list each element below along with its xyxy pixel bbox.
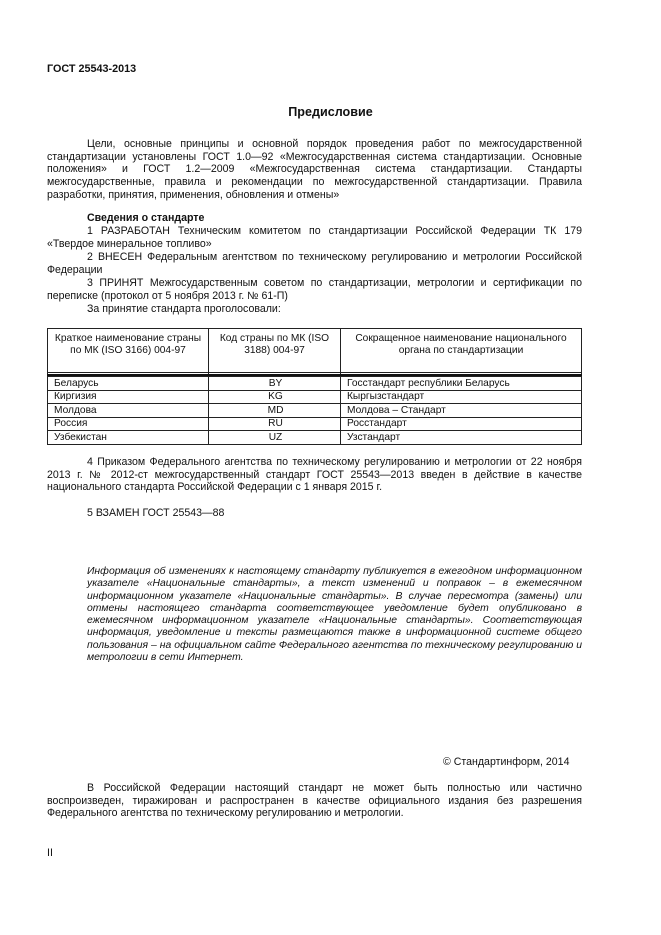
info-item-2: 2 ВНЕСЕН Федеральным агентством по техническому регулированию и метрологии Российской Федерации bbox=[47, 251, 582, 276]
info-item-4: 4 Приказом Федерального агентства по техническому регулированию и метрологии от 22 ноября 2013 г. № 2012-ст межгосударственный стандарт ГОСТ 25543—2013 введен в действие в качестве национального стандарта Российской Федерации с 1 января 2015 г. bbox=[47, 456, 582, 494]
cell-body: Госстандарт республики Беларусь bbox=[341, 377, 582, 391]
member-countries-table bbox=[47, 328, 582, 445]
cell-country: Узбекистан bbox=[48, 431, 209, 445]
header-country: Краткое наименование страны по МК (ISO 3166) 004-97 bbox=[48, 329, 209, 373]
table-row bbox=[48, 404, 582, 418]
page-number: II bbox=[47, 847, 53, 859]
header-body: Сокращенное наименование национального органа по стандартизации bbox=[341, 329, 582, 373]
table-row bbox=[48, 377, 582, 391]
info-item-5: 5 ВЗАМЕН ГОСТ 25543—88 bbox=[87, 507, 225, 519]
table-row bbox=[48, 390, 582, 404]
cell-code: KG bbox=[209, 390, 341, 404]
cell-code: BY bbox=[209, 377, 341, 391]
copyright: © Стандартинформ, 2014 bbox=[443, 756, 570, 768]
standard-info-heading: Сведения о стандарте bbox=[87, 212, 205, 224]
cell-country: Молдова bbox=[48, 404, 209, 418]
cell-body: Кыргызстандарт bbox=[341, 390, 582, 404]
cell-country: Россия bbox=[48, 417, 209, 431]
reproduction-notice: В Российской Федерации настоящий стандарт не может быть полностью или частично воспроизведен, тиражирован и распространен в качестве официального издания без разрешения Федерального агентства по техническому регулированию и метрологии. bbox=[47, 782, 582, 820]
table-row bbox=[48, 431, 582, 445]
cell-body: Росстандарт bbox=[341, 417, 582, 431]
cell-code: UZ bbox=[209, 431, 341, 445]
header-code: Код страны по МК (ISO 3188) 004-97 bbox=[209, 329, 341, 373]
cell-body: Узстандарт bbox=[341, 431, 582, 445]
table-header-row bbox=[48, 329, 582, 373]
standard-id: ГОСТ 25543-2013 bbox=[47, 63, 137, 75]
cell-country: Киргизия bbox=[48, 390, 209, 404]
preface-intro: Цели, основные принципы и основной порядок проведения работ по межгосударственной стандартизации установлены ГОСТ 1.0—92 «Межгосударственная система стандартизации. Основные положения» и ГОСТ 1.2—2009 «Межгосударственная система стандартизации. Стандарты межгосударственные, правила и рекомендации по межгосударственной стандартизации. Правила разработки, принятия, применения, обновления и отмены» bbox=[47, 138, 582, 201]
info-item-3: 3 ПРИНЯТ Межгосударственным советом по стандартизации, метрологии и сертификации по переписке (протокол от 5 ноября 2013 г. № 61-П) bbox=[47, 277, 582, 302]
cell-code: MD bbox=[209, 404, 341, 418]
cell-code: RU bbox=[209, 417, 341, 431]
cell-body: Молдова – Стандарт bbox=[341, 404, 582, 418]
info-item-1: 1 РАЗРАБОТАН Техническим комитетом по стандартизации Российской Федерации ТК 179 «Твердое минеральное топливо» bbox=[47, 225, 582, 250]
preface-title: Предисловие bbox=[288, 105, 373, 119]
table-row bbox=[48, 417, 582, 431]
cell-country: Беларусь bbox=[48, 377, 209, 391]
voted-intro: За принятие стандарта проголосовали: bbox=[87, 303, 281, 315]
changes-notice: Информация об изменениях к настоящему стандарту публикуется в ежегодном информационном указателе «Национальные стандарты», а текст изменений и поправок – в ежемесячном информационном указателе «Национальные стандарты». В случае пересмотра (замены) или отмены настоящего стандарта соответствующее уведомление будет опубликовано в ежемесячном информационном указателе «Национальные стандарты». Соответствующая информация, уведомление и тексты размещаются также в информационной системе общего пользования – на официальном сайте Федерального агентства по техническому регулированию и метрологии в сети Интернет. bbox=[87, 566, 582, 664]
